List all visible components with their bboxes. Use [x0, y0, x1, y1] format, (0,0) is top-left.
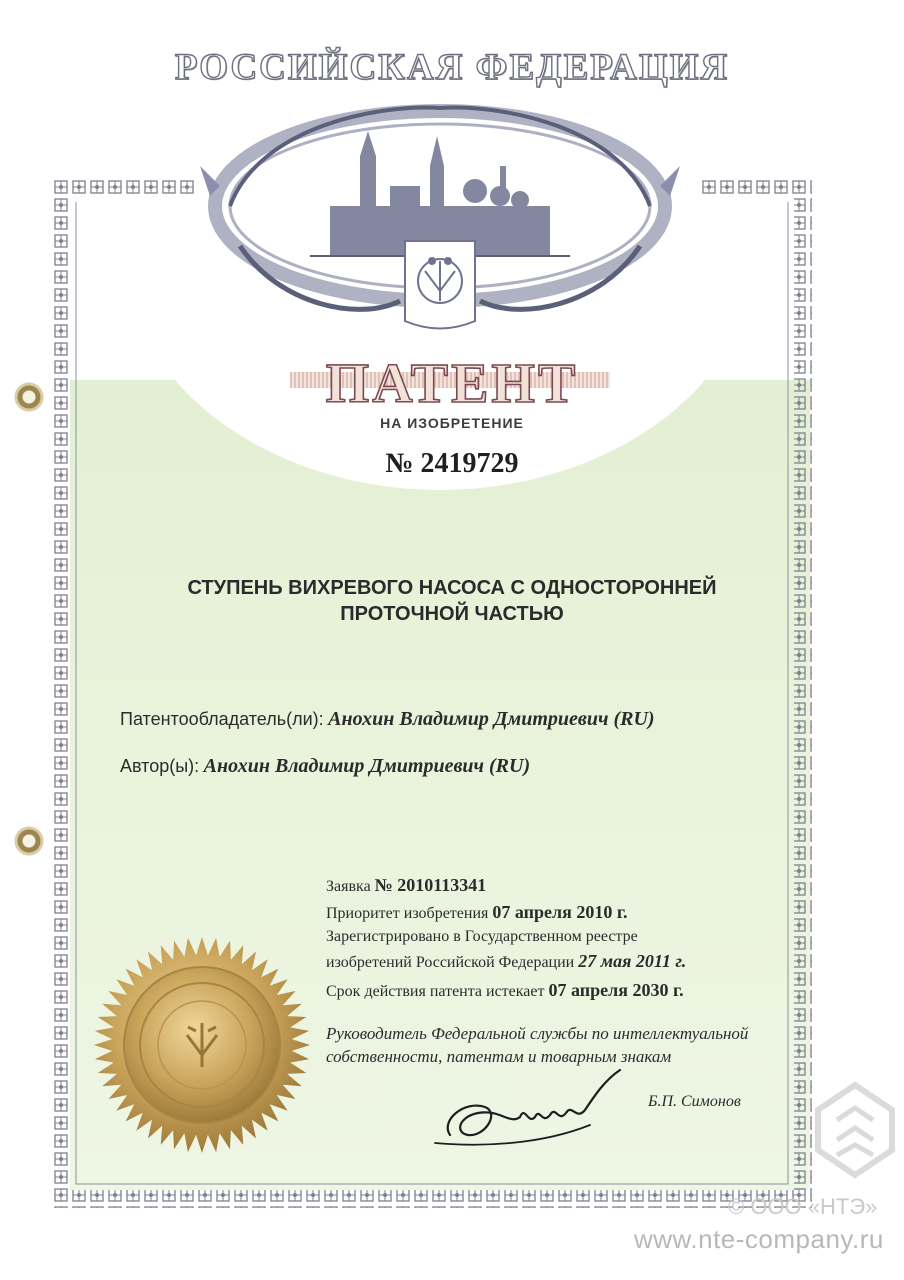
patent-number: № 2419729: [385, 448, 519, 479]
signatory-role-line: собственности, патентам и товарным знакам: [326, 1047, 672, 1066]
author-label: Автор(ы):: [120, 756, 200, 776]
registered-line-1: Зарегистрировано в Государственном реестре: [326, 928, 638, 945]
kremlin-emblem-icon: [200, 96, 680, 356]
application-row: [326, 875, 486, 896]
invention-title: [0, 575, 904, 627]
registered-line-2: изобретений Российской Федерации: [326, 954, 575, 971]
double-headed-eagle-icon: [405, 241, 475, 329]
watermark-url: www.nte-company.ru: [634, 1224, 884, 1254]
registered-date: 27 мая 2011 г.: [578, 951, 687, 971]
signatory-name: Б.П. Симонов: [648, 1093, 741, 1110]
signatory-role: [326, 1022, 748, 1068]
document-subtitle: НА ИЗОБРЕТЕНИЕ: [380, 415, 524, 431]
document-type: ПАТЕНТ: [325, 353, 579, 415]
holder-value: Анохин Владимир Дмитриевич (RU): [328, 708, 655, 730]
gold-seal-icon: [92, 935, 312, 1155]
signatory-role-line: Руководитель Федеральной службы по интеллектуальной: [326, 1024, 749, 1043]
binder-hole: [14, 826, 44, 856]
author-row: [120, 755, 530, 778]
invention-title-line: СТУПЕНЬ ВИХРЕВОГО НАСОСА С ОДНОСТОРОННЕЙ: [187, 577, 717, 599]
priority-label: Приоритет изобретения: [326, 905, 489, 922]
application-number: № 2010113341: [374, 875, 487, 895]
expiry-label: Срок действия патента истекает: [326, 983, 545, 1000]
priority-date: 07 апреля 2010 г.: [492, 902, 628, 922]
invention-title-line: ПРОТОЧНОЙ ЧАСТЬЮ: [340, 603, 564, 625]
handwritten-signature-icon: [430, 1065, 630, 1155]
application-label: Заявка: [326, 878, 371, 895]
country-title: РОССИЙСКАЯ ФЕДЕРАЦИЯ: [174, 47, 730, 88]
holder-label: Патентообладатель(ли):: [120, 709, 324, 729]
author-value: Анохин Владимир Дмитриевич (RU): [203, 755, 531, 777]
nte-logo-icon: [812, 1080, 898, 1180]
expiry-date: 07 апреля 2030 г.: [548, 980, 684, 1000]
expiry-row: [326, 980, 684, 1001]
priority-row: [326, 902, 628, 923]
holder-row: [120, 708, 655, 731]
registered-row: [326, 951, 686, 972]
watermark-copyright: © ООО «НТЭ»: [728, 1194, 878, 1219]
